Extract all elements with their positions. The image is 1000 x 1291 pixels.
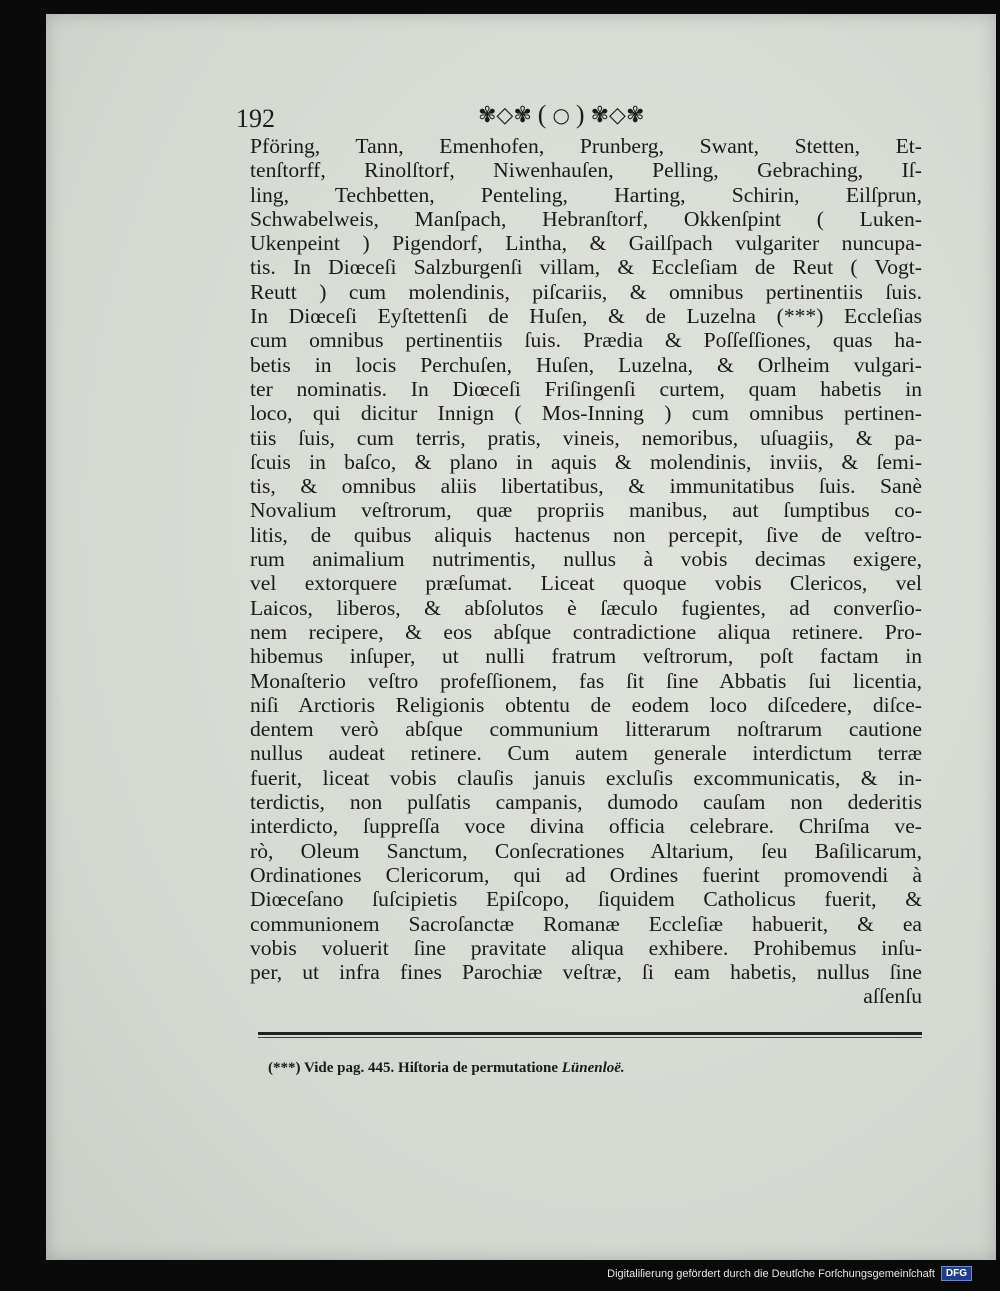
- text-line: per, ut infra fines Parochiæ veſtræ, ſi eam habetis, nullus ſine: [250, 960, 922, 985]
- text-line: rò, Oleum Sanctum, Conſecrationes Altarium, ſeu Baſilicarum,: [250, 838, 922, 863]
- text-line: tis. In Diœceſi Salzburgenſi villam, & Eccleſiam de Reut ( Vogt-: [250, 255, 922, 280]
- footnote-rule-thin: [258, 1037, 922, 1038]
- text-line: tiis ſuis, cum terris, pratis, vineis, nemoribus, uſuagiis, & pa-: [250, 425, 922, 450]
- footnote-marker: (***): [268, 1060, 301, 1076]
- text-line: tis, & omnibus aliis libertatibus, & immunitatibus ſuis. Sanè: [250, 474, 922, 499]
- text-line: Schwabelweis, Manſpach, Hebranſtorf, Okkenſpint ( Luken-: [250, 206, 922, 231]
- text-line: Monaſterio veſtro profeſſionem, fas ſit ſine Abbatis ſui licentia,: [250, 668, 922, 693]
- ornament-circle-icon: ○: [552, 103, 570, 127]
- credit-text: Digitaliſierung gefördert durch die Deutſche Forſchungsgemeinſchaft: [607, 1267, 935, 1280]
- text-line: communionem Sacroſanctæ Romanæ Eccleſiæ habuerit, & ea: [250, 911, 922, 936]
- text-line: In Diœceſi Eyſtettenſi de Huſen, & de Luzelna (***) Eccleſias: [250, 304, 922, 329]
- text-line: ter nominatis. In Diœceſi Friſingenſi curtem, quam habetis in: [250, 376, 922, 401]
- text-line: Novalium veſtrorum, quæ propriis manibus, aut ſumptibus co-: [250, 498, 922, 523]
- text-line: fuerit, liceat vobis clauſis januis excluſis excommunicatis, & in-: [250, 765, 922, 790]
- text-line: terdictis, non pulſatis campanis, dumodo cauſam non dederitis: [250, 790, 922, 815]
- text-line: aſſenſu: [863, 984, 922, 1009]
- text-line: Ukenpeint ) Pigendorf, Lintha, & Gailſpach vulgariter nuncupa-: [250, 231, 922, 256]
- page-number: 192: [236, 104, 275, 133]
- text-line: Diœceſano ſuſcipietis Epiſcopo, ſiquidem Catholicus fuerit, &: [250, 887, 922, 912]
- footnote: [268, 1060, 625, 1077]
- text-line: betis in locis Perchuſen, Huſen, Luzelna, & Orlheim vulgari-: [250, 352, 922, 377]
- footnote-rule: [258, 1032, 922, 1035]
- text-line: loco, qui dicitur Innign ( Mos-Inning ) cum omnibus pertinen-: [250, 401, 922, 426]
- text-line: Ordinationes Clericorum, qui ad Ordines fuerint promovendi à: [250, 862, 922, 887]
- text-line: interdicto, ſuppreſſa voce divina officia celebrare. Chriſma ve-: [250, 814, 922, 839]
- text-line: Laicos, liberos, & abſolutos è ſæculo fugientes, ad converſio-: [250, 595, 922, 620]
- text-line: hibemus inſuper, ut nulli fratrum veſtrorum, poſt factam in: [250, 644, 922, 669]
- ornament-open-paren: (: [537, 100, 547, 129]
- footnote-text: Vide pag. 445. Hiſtoria de permutatione: [303, 1060, 558, 1076]
- text-line: nullus audeat retinere. Cum autem generale interdictum terræ: [250, 741, 922, 766]
- digitization-credit: [607, 1266, 972, 1281]
- dfg-logo-icon: DFG: [941, 1266, 972, 1281]
- text-line: vobis voluerit ſine pravitate aliqua exhibere. Prohibemus inſu-: [250, 935, 922, 960]
- text-line: niſi Arctioris Religionis obtentu de eodem loco diſcedere, diſce-: [250, 692, 922, 717]
- ornament-left-icon: ✾◇✾: [478, 102, 532, 128]
- ornament-right-icon: ✾◇✾: [590, 102, 645, 128]
- header-ornament: [478, 100, 644, 130]
- text-line: rum animalium nutrimentis, nullus à vobis decimas exigere,: [250, 547, 922, 572]
- text-line: dentem verò abſque communium litterarum noſtrarum cautione: [250, 717, 922, 742]
- text-line: nem recipere, & eos abſque contradictione aliqua retinere. Pro-: [250, 619, 922, 644]
- text-line: vel extorquere præſumat. Liceat quoque vobis Clericos, vel: [250, 571, 922, 596]
- body-text: [250, 134, 922, 1009]
- text-line: Pföring, Tann, Emenhofen, Prunberg, Swant, Stetten, Et-: [250, 134, 922, 158]
- text-line: cum omnibus pertinentiis ſuis. Prædia & Poſſeſſiones, quas ha-: [250, 328, 922, 353]
- ornament-close-paren: ): [575, 100, 585, 129]
- footnote-italic: Lünenloë.: [561, 1060, 625, 1076]
- text-line: Reutt ) cum molendinis, piſcariis, & omnibus pertinentiis ſuis.: [250, 279, 922, 304]
- text-line: tenſtorff, Rinolſtorf, Niwenhauſen, Pelling, Gebraching, Iſ-: [250, 158, 922, 183]
- text-line: ſcuis in baſco, & plano in aquis & molendinis, inviis, & ſemi-: [250, 449, 922, 474]
- text-line: ling, Techbetten, Penteling, Harting, Schirin, Eilſprun,: [250, 182, 922, 207]
- text-line: litis, de quibus aliquis hactenus non percepit, ſive de veſtro-: [250, 522, 922, 547]
